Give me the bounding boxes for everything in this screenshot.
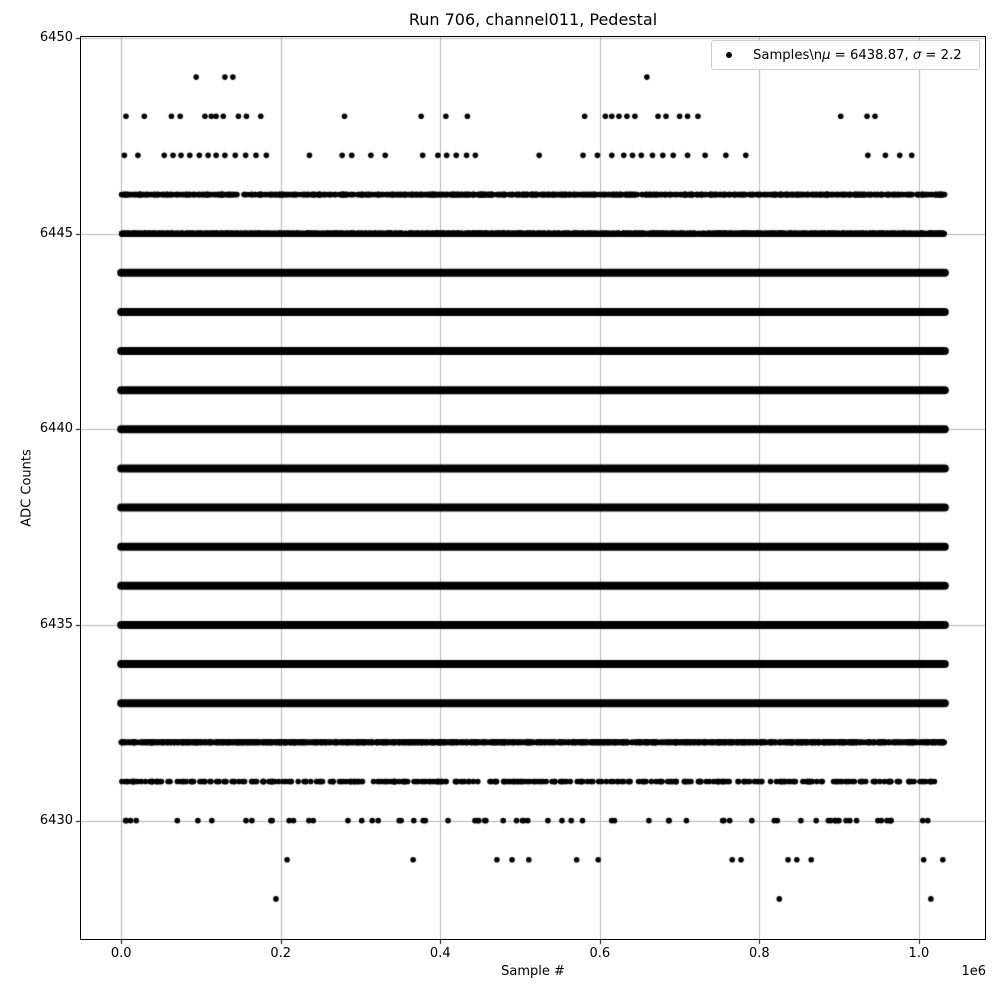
axes-frame <box>80 36 986 940</box>
y-tick-label: 6430 <box>39 812 73 828</box>
legend-label: Samples\nμ = 6438.87, σ = 2.2 <box>753 47 962 63</box>
chart-title: Run 706, channel011, Pedestal <box>408 10 658 29</box>
x-tick-label: 0.4 <box>429 946 451 961</box>
y-tick-label: 6450 <box>39 29 73 45</box>
y-axis-label: ADC Counts <box>19 449 35 527</box>
y-tick-label: 6445 <box>39 225 73 241</box>
x-tick-label: 0.0 <box>110 946 132 961</box>
x-axis-offset-label: 1e6 <box>961 964 986 979</box>
x-tick-label: 0.8 <box>749 946 770 961</box>
x-axis-label: Sample # <box>501 964 565 979</box>
legend-marker-dot-icon <box>726 52 732 58</box>
y-tick-label: 6440 <box>39 421 73 437</box>
x-tick-label: 1.0 <box>908 946 930 961</box>
x-tick-label: 0.2 <box>270 946 292 961</box>
legend <box>711 40 980 70</box>
x-tick-label: 0.6 <box>589 946 611 961</box>
y-tick-label: 6435 <box>39 616 73 632</box>
